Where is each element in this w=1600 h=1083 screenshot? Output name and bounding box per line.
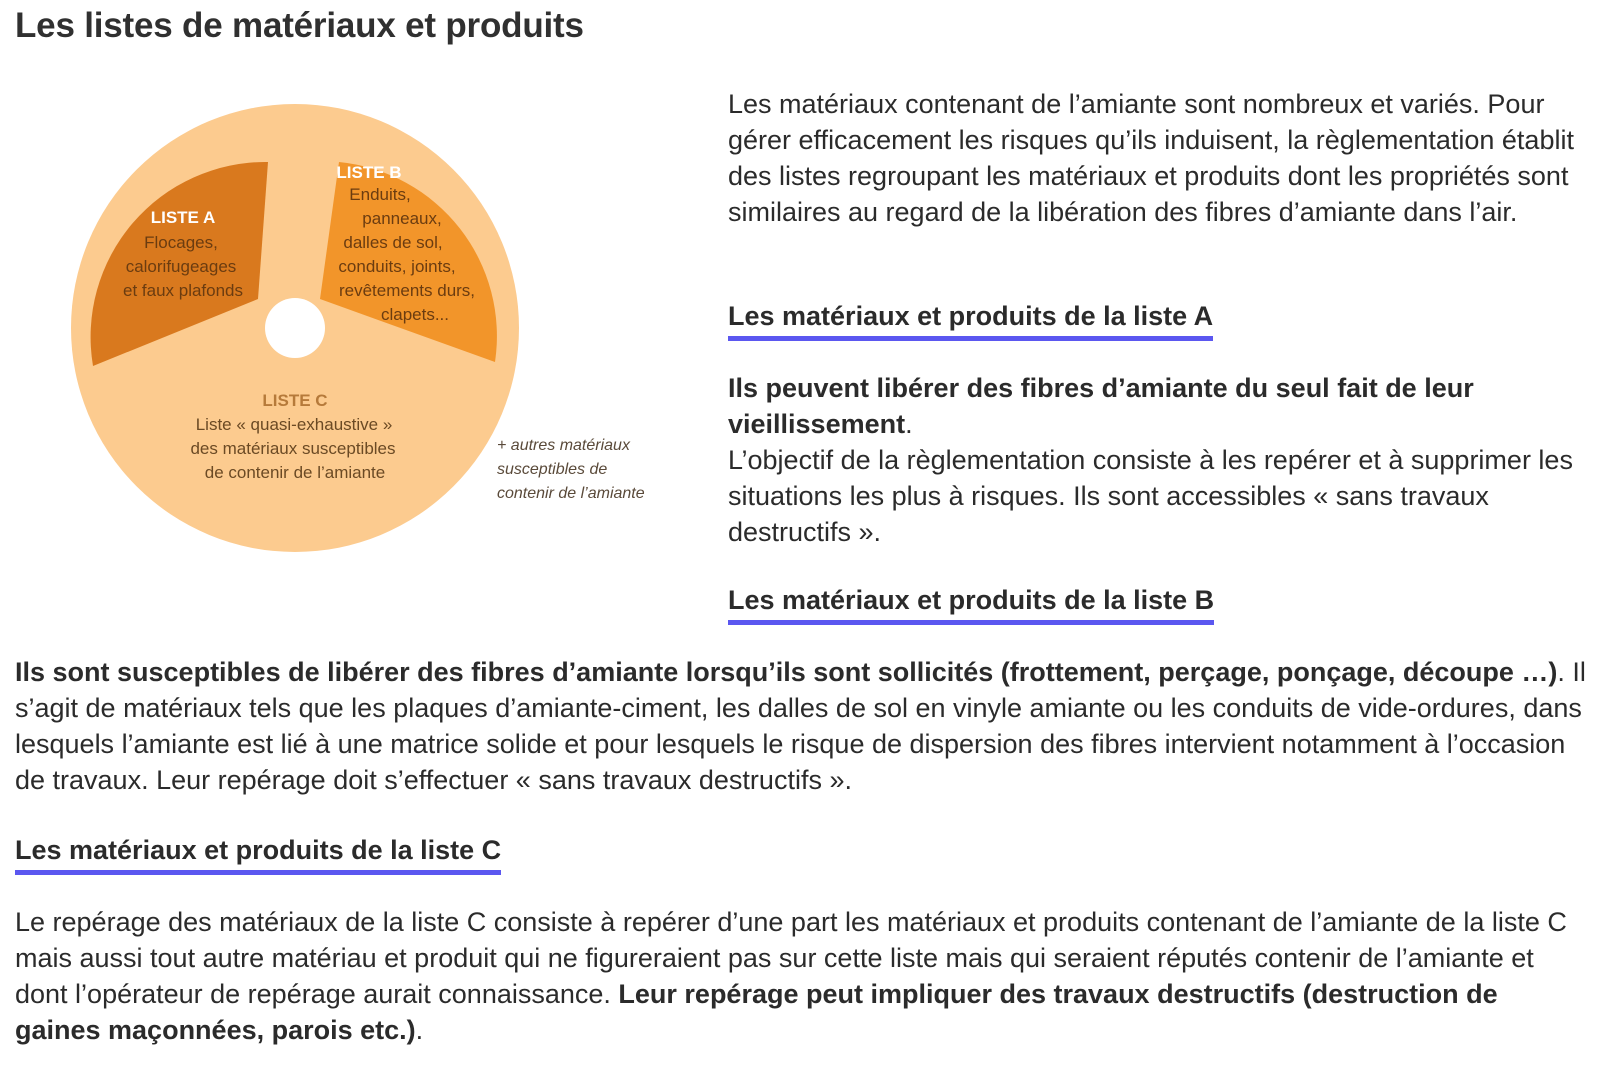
intro-paragraph: Les matériaux contenant de l’amiante sont nombreux et variés. Pour gérer efficacement les risques qu’ils induisent, la règlementation établit des listes regroupant les matériaux et produits dont les propriétés sont similaires au regard de la libération des fibres d’amiante dans l’air. <box>728 89 1574 227</box>
list-a-line: Flocages, <box>144 233 218 252</box>
list-b-line: revêtements durs, <box>338 281 476 300</box>
section-a-heading-wrap <box>728 300 1213 341</box>
section-a-bold-lead: Ils peuvent libérer des fibres d’amiante du seul fait de leur vieillissement <box>728 373 1474 439</box>
list-c-line: de contenir de l’amiante <box>204 463 386 482</box>
section-a-lead-end: . <box>905 409 913 439</box>
section-b-bold-lead: Ils sont susceptibles de libérer des fibres d’amiante lorsqu’ils sont sollicités (frottement, perçage, ponçage, découpe …) <box>15 657 1558 687</box>
asbestos-lists-diagram <box>65 100 685 570</box>
list-b-title: LISTE B <box>336 163 402 182</box>
section-a-heading[interactable]: Les matériaux et produits de la liste A <box>728 300 1213 341</box>
list-b-line: clapets... <box>380 305 450 324</box>
list-c-lines <box>190 415 395 482</box>
list-a-line: et faux plafonds <box>122 281 244 300</box>
section-c-heading-wrap <box>15 834 501 875</box>
section-c-end: . <box>415 1015 424 1045</box>
outside-note <box>497 437 645 502</box>
list-b-line: panneaux, <box>362 209 442 228</box>
list-c-line: des matériaux susceptibles <box>190 439 396 458</box>
section-c-body <box>15 904 1590 1048</box>
list-a-line: calorifugeages <box>125 257 237 276</box>
section-c-text: Le repérage des matériaux de la liste C consiste à repérer d’une part les matériaux et produits contenant de l’amiante de la liste C mais aussi tout autre matériau et produit qui ne figureraient pas sur cette liste mais qui seraient réputés contenir de l’amiante et dont l’opérateur de repérage aurait connaissance. <box>15 907 1567 1009</box>
section-a-paragraph: L’objectif de la règlementation consiste à les repérer et à supprimer les situations les plus à risques. Ils sont accessibles « sans travaux destructifs ». <box>728 445 1573 547</box>
page-title: Les listes de matériaux et produits <box>15 6 584 45</box>
list-b-line: dalles de sol, <box>343 233 443 252</box>
section-b-text: . Il s’agit de matériaux tels que les plaques d’amiante-ciment, les dalles de sol en vinyle amiante ou les conduits de vide-ordures, dans lesquels l’amiante est lié à une matrice solide et pour lesquels le risque de dispersion des fibres intervient notamment à l’occasion de travaux. Leur repérage doit s’effectuer « sans travaux destructifs ». <box>15 657 1586 795</box>
outside-note-line: susceptibles de <box>497 461 608 478</box>
section-c-heading[interactable]: Les matériaux et produits de la liste C <box>15 834 501 875</box>
list-b-line: Enduits, <box>349 185 411 204</box>
section-b-paragraph <box>15 654 1590 798</box>
section-a-lead <box>728 370 1588 442</box>
diagram-svg <box>65 100 685 570</box>
section-c-bold-tail: Leur repérage peut impliquer des travaux destructifs (destruction de gaines maçonnées, parois etc.) <box>15 979 1498 1045</box>
section-b-body <box>15 654 1590 798</box>
outside-note-line: + autres matériaux <box>497 437 630 454</box>
section-c-paragraph <box>15 904 1590 1048</box>
list-c-title: LISTE C <box>262 391 328 410</box>
outside-note-line: contenir de l’amiante <box>497 485 645 502</box>
list-c-line: Liste « quasi-exhaustive » <box>195 415 393 434</box>
list-a-title: LISTE A <box>150 208 216 227</box>
list-b-line: conduits, joints, <box>338 257 456 276</box>
intro-block <box>728 86 1588 230</box>
section-a-body <box>728 370 1588 550</box>
center-hole <box>265 298 325 358</box>
section-b-heading-wrap <box>728 584 1214 625</box>
section-b-heading[interactable]: Les matériaux et produits de la liste B <box>728 584 1214 625</box>
